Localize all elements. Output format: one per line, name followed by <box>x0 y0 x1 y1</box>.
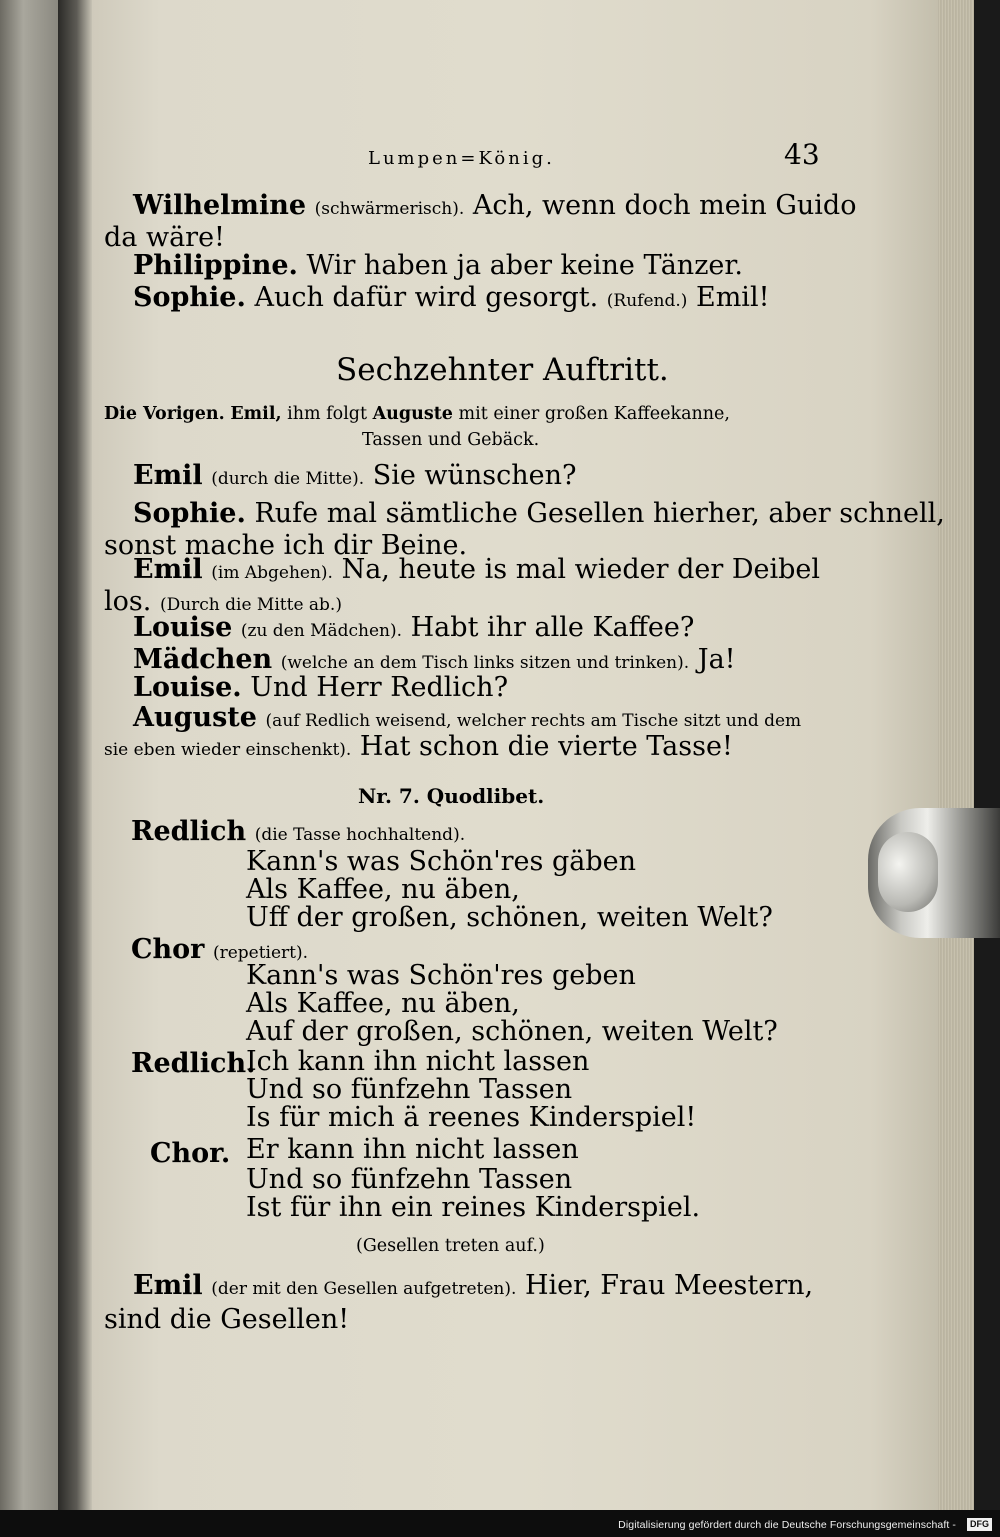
verse-line: Auf der großen, schönen, weiten Welt? <box>246 1016 778 1047</box>
closing-line: sind die Gesellen! <box>104 1304 350 1335</box>
scene-title: Sechzehnter Auftritt. <box>336 352 669 388</box>
line-text: Ach, wenn doch mein Guido <box>472 190 857 221</box>
verse-line: Als Kaffee, nu äben, <box>246 988 520 1019</box>
dfg-logo: DFG <box>967 1518 992 1531</box>
speaker: Mädchen <box>133 644 273 675</box>
cast-bold: Emil, <box>230 404 282 424</box>
stage-direction: (auf Redlich weisend, welcher rechts am Tische sitzt und dem <box>265 711 802 731</box>
verse-line: Is für mich ä reenes Kinderspiel! <box>246 1102 697 1133</box>
verse-line: Kann's was Schön'res geben <box>246 960 636 991</box>
speaker: Chor. <box>150 1138 231 1169</box>
song-number: Nr. 7. <box>358 784 420 808</box>
line-text: Wir haben ja aber keine Tänzer. <box>306 250 743 281</box>
line-text: Ja! <box>697 644 736 675</box>
clip-tab-highlight <box>878 832 938 912</box>
scene-direction-line-1 <box>104 406 730 424</box>
speaker: Chor <box>131 934 205 965</box>
running-title: Lumpen=König. <box>368 148 555 169</box>
line-3 <box>133 252 743 279</box>
line-1 <box>133 192 856 219</box>
stage-direction: (Rufend.) <box>606 291 688 311</box>
verse-line: Ich kann ihn nicht lassen <box>246 1046 590 1077</box>
background-right <box>974 0 1000 1510</box>
dialogue-line <box>133 556 820 583</box>
line-text: Sie wünschen? <box>372 460 577 491</box>
speaker: Sophie. <box>133 498 246 529</box>
page-number: 43 <box>784 138 820 171</box>
line-text: Und Herr Redlich? <box>250 672 509 703</box>
stage-direction: (schwärmerisch). <box>314 199 465 219</box>
verse-line: Ist für ihn ein reines Kinderspiel. <box>246 1192 701 1223</box>
stage-direction: (zu den Mädchen). <box>240 621 403 641</box>
speaker: Wilhelmine <box>133 190 307 221</box>
stage-direction: (repetiert). <box>212 943 309 963</box>
stage-direction: (Gesellen treten auf.) <box>356 1236 545 1256</box>
closing-line <box>133 1272 813 1299</box>
dialogue-line <box>133 462 577 489</box>
left-page-edge <box>0 0 58 1510</box>
stage-direction: (die Tasse hochhaltend). <box>254 825 466 845</box>
stage-direction: (welche an dem Tisch links sitzen und trinken). <box>280 653 690 673</box>
stage-direction: (der mit den Gesellen aufgetreten). <box>211 1279 517 1299</box>
dialogue-line <box>133 674 508 701</box>
dialogue-line <box>133 614 694 641</box>
dialogue-line <box>133 646 736 673</box>
speaker: Emil <box>133 554 203 585</box>
stage-direction: (durch die Mitte). <box>211 469 365 489</box>
speaker: Emil <box>133 1270 203 1301</box>
line-text: Na, heute is mal wieder der Deibel <box>341 554 820 585</box>
cast-text: ihm folgt <box>287 404 368 424</box>
dialogue-line <box>104 733 733 760</box>
verse-speaker-line <box>131 936 308 963</box>
stage-direction: sie eben wieder einschenkt). <box>104 740 352 760</box>
digitization-credit: Digitalisierung gefördert durch die Deutsche Forschungsgemeinschaft - <box>618 1519 956 1531</box>
line-text: los. <box>104 586 152 617</box>
scene-direction-line-2: Tassen und Gebäck. <box>362 430 540 450</box>
cast-text: mit einer großen Kaffeekanne, <box>458 404 730 424</box>
line-4 <box>133 284 769 311</box>
book-gutter <box>58 0 92 1510</box>
speaker: Sophie. <box>133 282 246 313</box>
verse-line: Und so fünfzehn Tassen <box>246 1164 573 1195</box>
dialogue-line <box>104 588 342 615</box>
verse-line: Er kann ihn nicht lassen <box>246 1134 579 1165</box>
dialogue-line <box>133 500 945 527</box>
verse-line: Als Kaffee, nu äben, <box>246 874 520 905</box>
verse-line: Kann's was Schön'res gäben <box>246 846 636 877</box>
speaker: Louise. <box>133 672 242 703</box>
cast-bold: Auguste <box>372 404 453 424</box>
speaker: Louise <box>133 612 233 643</box>
song-title <box>358 786 544 806</box>
dialogue-line: sonst mache ich dir Beine. <box>104 530 468 561</box>
speaker: Philippine. <box>133 250 298 281</box>
page-fore-edge <box>938 0 974 1510</box>
cast-bold: Die Vorigen. <box>104 404 225 424</box>
line-text: Hier, Frau Meestern, <box>524 1270 814 1301</box>
dialogue-line <box>133 704 801 731</box>
line-text: Auch dafür wird gesorgt. <box>254 282 599 313</box>
verse-line: Uff der großen, schönen, weiten Welt? <box>246 902 773 933</box>
line-text: Rufe mal sämtliche Gesellen hierher, aber schnell, <box>254 498 945 529</box>
stage-direction: (Durch die Mitte ab.) <box>159 595 342 615</box>
line-text: Habt ihr alle Kaffee? <box>410 612 695 643</box>
line-text: Emil! <box>696 282 770 313</box>
song-name: Quodlibet. <box>426 784 545 808</box>
stage-direction: (im Abgehen). <box>211 563 333 583</box>
speaker: Emil <box>133 460 203 491</box>
line-2: da wäre! <box>104 222 225 253</box>
line-text: Hat schon die vierte Tasse! <box>359 731 733 762</box>
verse-speaker-line <box>131 818 465 845</box>
speaker: Redlich. <box>131 1048 256 1079</box>
speaker: Redlich <box>131 816 247 847</box>
speaker: Auguste <box>133 702 257 733</box>
verse-line: Und so fünfzehn Tassen <box>246 1074 573 1105</box>
